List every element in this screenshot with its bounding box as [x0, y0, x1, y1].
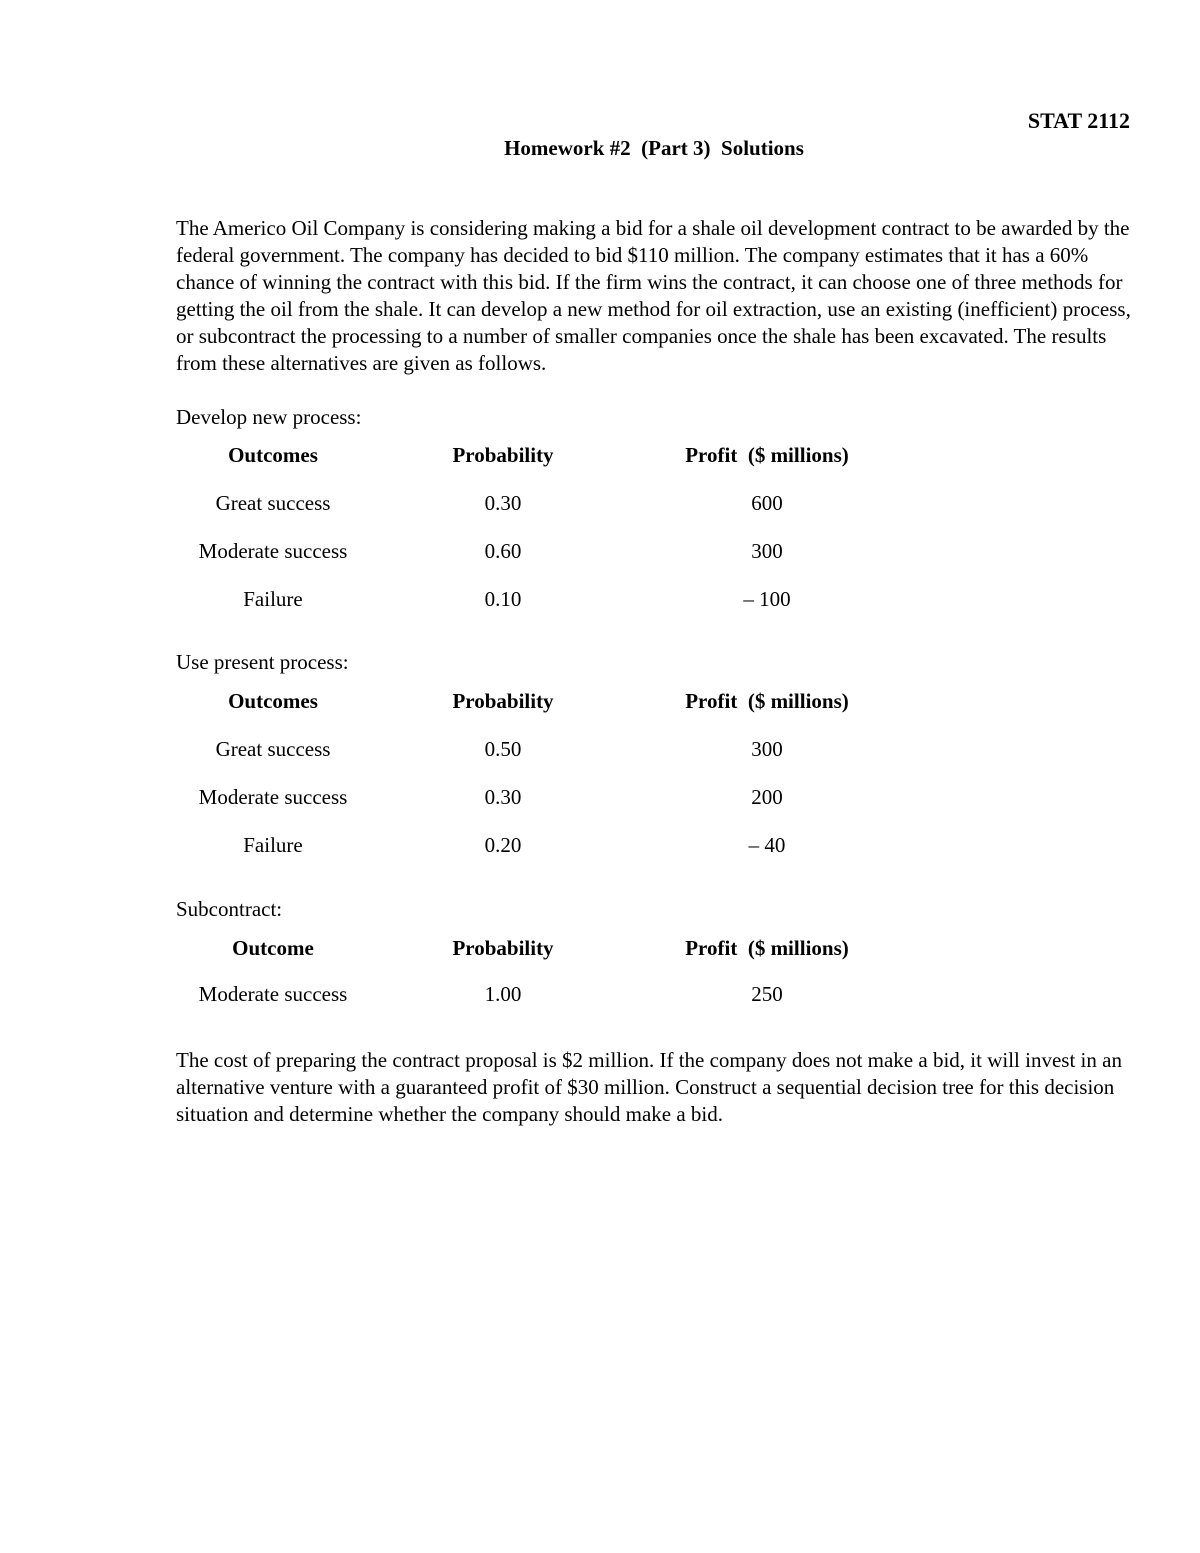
- probability-cell: 0.30: [484, 785, 522, 809]
- table-row: [0, 785, 1200, 833]
- section-label-develop: Develop new process:: [176, 405, 362, 429]
- outcome-cell: Failure: [243, 833, 303, 857]
- table-row: [0, 539, 1200, 587]
- table-row: [0, 587, 1200, 635]
- table-header-row: [0, 443, 1200, 491]
- outcome-cell: Moderate success: [198, 982, 348, 1006]
- problem-intro: The Americo Oil Company is considering making a bid for a shale oil development contract to be awarded by the federal government. The company has decided to bid $110 million. The company estimates that it has a 60% chance of winning the contract with this bid. If the firm wins the contract, it can choose one of three methods for getting the oil from the shale. It can develop a new method for oil extraction, use an existing (inefficient) process, or subcontract the processing to a number of smaller companies once the shale has been excavated. The results from these alternatives are given as follows.: [176, 216, 1131, 375]
- column-header-outcome: Outcome: [232, 936, 314, 960]
- profit-cell: – 100: [743, 587, 791, 611]
- column-header-outcomes: Outcomes: [228, 443, 318, 467]
- probability-cell: 0.50: [484, 737, 522, 761]
- probability-cell: 0.20: [484, 833, 522, 857]
- profit-cell: 600: [751, 491, 783, 515]
- column-header-probability: Probability: [452, 936, 554, 960]
- probability-cell: 0.10: [484, 587, 522, 611]
- probability-cell: 1.00: [484, 982, 522, 1006]
- column-header-profit: Profit ($ millions): [685, 689, 849, 713]
- column-header-profit: Profit ($ millions): [685, 936, 849, 960]
- profit-cell: 300: [751, 539, 783, 563]
- section-label-present: Use present process:: [176, 650, 349, 674]
- profit-cell: 300: [751, 737, 783, 761]
- outcome-cell: Moderate success: [198, 539, 348, 563]
- page-title: Homework #2 (Part 3) Solutions: [504, 136, 804, 160]
- table-row: [0, 982, 1200, 1030]
- profit-cell: 200: [751, 785, 783, 809]
- table-row: [0, 833, 1200, 881]
- probability-cell: 0.60: [484, 539, 522, 563]
- course-code: STAT 2112: [1027, 108, 1130, 133]
- table-subcontract: [0, 936, 1200, 1030]
- table-header-row: [0, 689, 1200, 737]
- column-header-outcomes: Outcomes: [228, 689, 318, 713]
- outcome-cell: Great success: [215, 737, 331, 761]
- table-header-row: [0, 936, 1200, 982]
- table-present: [0, 689, 1200, 881]
- section-label-subcontract: Subcontract:: [176, 897, 283, 921]
- probability-cell: 0.30: [484, 491, 522, 515]
- column-header-probability: Probability: [452, 443, 554, 467]
- table-row: [0, 737, 1200, 785]
- profit-cell: – 40: [748, 833, 786, 857]
- outcome-cell: Failure: [243, 587, 303, 611]
- column-header-profit: Profit ($ millions): [685, 443, 849, 467]
- profit-cell: 250: [751, 982, 783, 1006]
- table-develop: [0, 443, 1200, 635]
- outcome-cell: Moderate success: [198, 785, 348, 809]
- outcome-cell: Great success: [215, 491, 331, 515]
- problem-conclusion: The cost of preparing the contract proposal is $2 million. If the company does not make a bid, it will invest in an alternative venture with a guaranteed profit of $30 million. Construct a sequential decision tree for this decision situation and determine whether the company should make a bid.: [176, 1048, 1122, 1126]
- column-header-probability: Probability: [452, 689, 554, 713]
- table-row: [0, 491, 1200, 539]
